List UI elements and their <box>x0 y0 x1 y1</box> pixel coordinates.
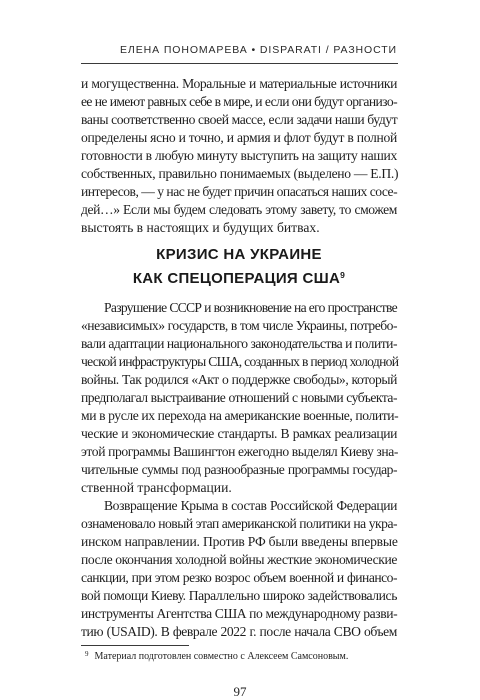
text-line: собственных, правильно понимаемых (выделено — Е.П.) <box>81 166 399 181</box>
text-line: тию (USAID). В феврале 2022 г. после начала СВО объем <box>81 624 397 639</box>
text-line: инструменты Агентства США по международному разви- <box>81 606 398 621</box>
running-header: ЕЛЕНА ПОНОМАРЕВА • DISPARATI / РАЗНОСТИ <box>120 44 397 56</box>
text-line: ственной трансформации. <box>81 480 232 495</box>
footnote-rule <box>81 645 189 646</box>
text-line: и могущественна. Моральные и материальные источники <box>81 76 397 91</box>
footnote <box>81 650 397 664</box>
text-line: вали адаптации национального законодательства и полити- <box>81 336 397 351</box>
text-line: «независимых» государств, в том числе Украины, потребо- <box>81 318 397 333</box>
text-line: интересов, — у нас не будет причин опасаться наших сосе- <box>81 184 398 199</box>
text-line: ческой инфраструктуры США, созданных в период холодной <box>81 354 399 369</box>
text-line: определены ясно и точно, и армия и флот будут в полной <box>81 130 397 145</box>
text-line: чительные суммы под разнообразные программы государ- <box>81 462 397 477</box>
chapter-heading-line-1: КРИЗИС НА УКРАИНЕ <box>156 246 322 263</box>
chapter-heading-text: КАК СПЕЦОПЕРАЦИЯ США <box>132 270 341 287</box>
text-line: ческие и экономические стандарты. В рамках реализации <box>81 426 397 441</box>
header-rule <box>81 63 398 64</box>
page-number: 97 <box>233 684 247 699</box>
text-line: Разрушение СССР и возникновение на его пространстве <box>104 300 397 315</box>
footnote-text: Материал подготовлен совместно с Алексеем Самсоновым. <box>94 651 349 662</box>
text-line: после окончания холодной войны жесткие экономические <box>81 552 397 567</box>
text-line: инском направлении. Против РФ были введены впервые <box>81 534 398 549</box>
text-line: Возвращение Крыма в состав Российской Федерации <box>104 498 397 513</box>
text-line: вой помощи Киеву. Параллельно широко задействовались <box>81 588 397 603</box>
heading-footnote-mark: 9 <box>340 270 346 280</box>
text-line: дей…» Если мы будем следовать этому завету, то сможем <box>81 202 397 217</box>
text-line: ее не имеют равных себе в мире, и если они будут организо- <box>81 94 397 109</box>
text-line: санкции, при этом резко возрос объем военной и финансо- <box>81 570 397 585</box>
text-line: ваны соответственно своей массе, если задачи наши будут <box>81 112 398 127</box>
text-line: ми в русле их перехода на американские военные, полити- <box>81 408 399 423</box>
text-line: выстоять в настоящих и будущих битвах. <box>81 220 320 235</box>
text-line: войны. Так родился «Акт о поддержке свободы», который <box>81 372 397 387</box>
text-line: готовности в любую минуту выступить на защиту наших <box>81 148 397 163</box>
chapter-heading-line-2 <box>81 269 397 289</box>
text-line: ознаменовало новый этап американской политики на укра- <box>81 516 397 531</box>
footnote-mark: 9 <box>85 650 89 658</box>
text-line: этой программы Вашингтон ежегодно выделял Киеву зна- <box>81 444 398 459</box>
text-line: предполагал выстраивание отношений с новыми субъекта- <box>81 390 397 405</box>
